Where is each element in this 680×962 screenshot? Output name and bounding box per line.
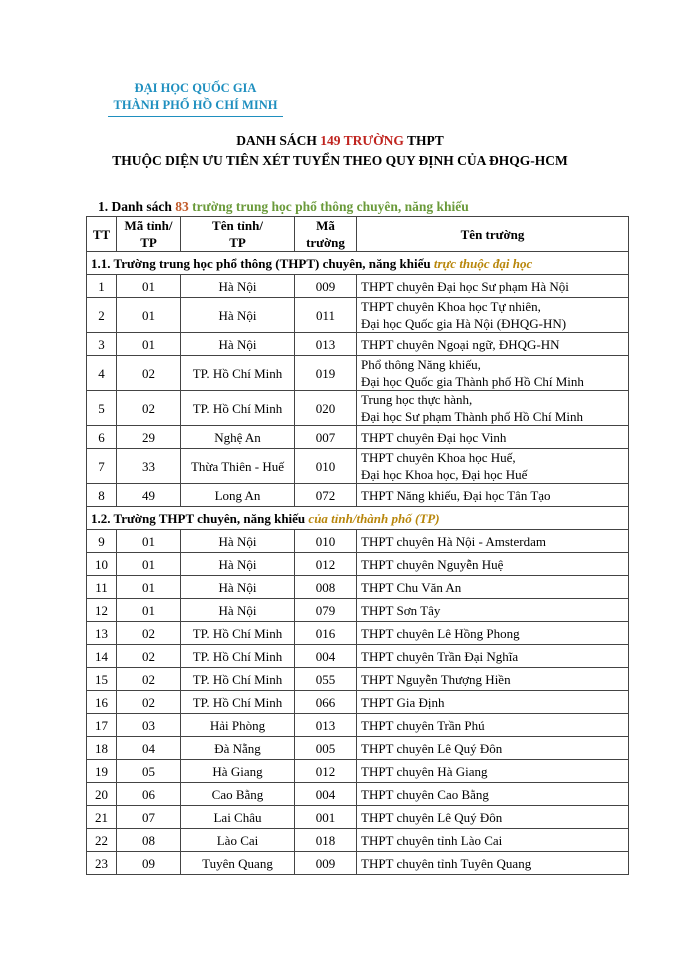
group-1-label	[87, 252, 629, 275]
school-name-line1: THPT chuyên tỉnh Lào Cai	[361, 832, 503, 848]
cell-ten-truong	[357, 668, 629, 691]
cell-ten-tinh: Hà Nội	[181, 576, 295, 599]
group-row-1	[87, 252, 629, 275]
cell-ma-truong: 010	[295, 530, 357, 553]
cell-tt: 6	[87, 426, 117, 449]
cell-tt: 11	[87, 576, 117, 599]
school-name-line2: Đại học Khoa học, Đại học Huế	[361, 467, 528, 482]
cell-ten-truong	[357, 852, 629, 875]
schools-table	[86, 216, 629, 875]
org-line-2: THÀNH PHỐ HỒ CHÍ MINH	[113, 98, 278, 112]
cell-ma-tinh: 02	[117, 645, 181, 668]
cell-ma-tinh: 33	[117, 449, 181, 484]
cell-tt: 23	[87, 852, 117, 875]
school-name-line1: THPT chuyên Hà Giang	[361, 763, 488, 779]
group-2-label	[87, 507, 629, 530]
group-1-text: 1.1. Trường trung học phổ thông (THPT) chuyên, năng khiếu	[91, 255, 434, 271]
cell-ten-truong	[357, 783, 629, 806]
cell-ma-truong: 011	[295, 298, 357, 333]
school-name-line1: Phổ thông Năng khiếu,	[361, 357, 481, 372]
table-row	[87, 645, 629, 668]
table-row	[87, 553, 629, 576]
cell-ten-tinh: TP. Hồ Chí Minh	[181, 391, 295, 426]
header-tt: TT	[87, 217, 117, 252]
cell-ma-tinh: 04	[117, 737, 181, 760]
org-underline	[108, 116, 283, 117]
school-name-line1: THPT chuyên Lê Quý Đôn	[361, 740, 503, 756]
table-row	[87, 760, 629, 783]
cell-ten-tinh: Hà Nội	[181, 275, 295, 298]
table-row	[87, 852, 629, 875]
table-row	[87, 806, 629, 829]
cell-ten-truong	[357, 622, 629, 645]
cell-ten-tinh: Lai Châu	[181, 806, 295, 829]
header-ma-truong-line2: trường	[306, 235, 345, 250]
cell-ten-truong	[357, 599, 629, 622]
cell-ten-truong	[357, 553, 629, 576]
school-name-line1: THPT Sơn Tây	[361, 602, 441, 618]
group-2-text: 1.2. Trường THPT chuyên, năng khiếu	[91, 510, 309, 526]
cell-ma-truong: 013	[295, 333, 357, 356]
cell-ma-tinh: 09	[117, 852, 181, 875]
cell-ma-truong: 004	[295, 645, 357, 668]
cell-ma-tinh: 01	[117, 275, 181, 298]
header-ten-tinh	[181, 217, 295, 252]
school-name-line1: THPT chuyên Hà Nội - Amsterdam	[361, 533, 546, 549]
cell-ten-tinh: Tuyên Quang	[181, 852, 295, 875]
school-name-line1: THPT chuyên Lê Hồng Phong	[361, 625, 520, 641]
cell-ma-tinh: 01	[117, 553, 181, 576]
cell-ma-tinh: 06	[117, 783, 181, 806]
school-name-line1: THPT chuyên Ngoại ngữ, ĐHQG-HN	[361, 336, 560, 352]
cell-tt: 1	[87, 275, 117, 298]
cell-tt: 14	[87, 645, 117, 668]
table-row	[87, 426, 629, 449]
table-row	[87, 275, 629, 298]
cell-tt: 21	[87, 806, 117, 829]
document-title	[0, 133, 680, 149]
cell-ten-tinh: Nghệ An	[181, 426, 295, 449]
cell-ma-truong: 055	[295, 668, 357, 691]
cell-ten-truong	[357, 737, 629, 760]
school-name-line1: THPT chuyên Khoa học Huế,	[361, 450, 516, 465]
table-row	[87, 622, 629, 645]
cell-ten-truong	[357, 806, 629, 829]
cell-ten-tinh: Hà Nội	[181, 530, 295, 553]
cell-ma-truong: 012	[295, 553, 357, 576]
cell-ten-truong	[357, 391, 629, 426]
cell-ten-tinh: Hà Giang	[181, 760, 295, 783]
cell-ma-truong: 010	[295, 449, 357, 484]
cell-tt: 2	[87, 298, 117, 333]
cell-ten-tinh: Long An	[181, 484, 295, 507]
school-name-line1: THPT chuyên Đại học Vinh	[361, 429, 507, 445]
header-ma-tinh-line1: Mã tỉnh/	[124, 218, 173, 233]
school-name-line1: THPT chuyên Lê Quý Đôn	[361, 809, 503, 825]
cell-ma-tinh: 01	[117, 333, 181, 356]
header-ten-tinh-line1: Tên tỉnh/	[212, 218, 263, 233]
cell-tt: 18	[87, 737, 117, 760]
organization-name	[108, 80, 283, 114]
table-header-row	[87, 217, 629, 252]
cell-tt: 9	[87, 530, 117, 553]
cell-ma-truong: 020	[295, 391, 357, 426]
cell-ma-tinh: 02	[117, 668, 181, 691]
table-row	[87, 737, 629, 760]
table-row	[87, 691, 629, 714]
school-name-line1: THPT chuyên Trần Đại Nghĩa	[361, 648, 519, 664]
cell-ma-tinh: 08	[117, 829, 181, 852]
table-row	[87, 783, 629, 806]
table-row	[87, 449, 629, 484]
cell-ma-truong: 016	[295, 622, 357, 645]
cell-ten-truong	[357, 714, 629, 737]
header-ma-tinh-line2: TP	[140, 235, 157, 250]
cell-ma-truong: 066	[295, 691, 357, 714]
cell-ten-tinh: Hà Nội	[181, 298, 295, 333]
cell-tt: 10	[87, 553, 117, 576]
school-name-line1: THPT chuyên tỉnh Tuyên Quang	[361, 855, 532, 871]
cell-ma-truong: 008	[295, 576, 357, 599]
cell-ma-truong: 019	[295, 356, 357, 391]
section-label-prefix: 1. Danh sách	[98, 199, 176, 214]
cell-tt: 22	[87, 829, 117, 852]
table-row	[87, 333, 629, 356]
cell-ten-tinh: TP. Hồ Chí Minh	[181, 645, 295, 668]
cell-ma-truong: 012	[295, 760, 357, 783]
school-name-line1: THPT chuyên Đại học Sư phạm Hà Nội	[361, 278, 569, 294]
school-name-line1: THPT chuyên Trần Phú	[361, 717, 485, 733]
cell-ma-truong: 013	[295, 714, 357, 737]
cell-ma-tinh: 03	[117, 714, 181, 737]
cell-ten-tinh: Hải Phòng	[181, 714, 295, 737]
cell-ten-tinh: Hà Nội	[181, 599, 295, 622]
cell-ten-truong	[357, 829, 629, 852]
table-row	[87, 576, 629, 599]
table-row	[87, 599, 629, 622]
header-ma-truong	[295, 217, 357, 252]
cell-tt: 17	[87, 714, 117, 737]
table-row	[87, 298, 629, 333]
cell-ten-truong	[357, 760, 629, 783]
cell-tt: 15	[87, 668, 117, 691]
cell-ma-tinh: 49	[117, 484, 181, 507]
cell-ten-tinh: TP. Hồ Chí Minh	[181, 668, 295, 691]
cell-tt: 7	[87, 449, 117, 484]
school-name-line2: Đại học Sư phạm Thành phố Hồ Chí Minh	[361, 409, 584, 424]
cell-tt: 5	[87, 391, 117, 426]
cell-ma-tinh: 02	[117, 622, 181, 645]
cell-ma-tinh: 07	[117, 806, 181, 829]
document-subtitle: THUỘC DIỆN ƯU TIÊN XÉT TUYỂN THEO QUY ĐỊNH CỦA ĐHQG-HCM	[112, 153, 568, 168]
cell-ma-truong: 009	[295, 275, 357, 298]
school-name-line2: Đại học Quốc gia Hà Nội (ĐHQG-HN)	[361, 316, 567, 331]
cell-ma-truong: 007	[295, 426, 357, 449]
section-count: 83	[175, 199, 189, 214]
header-ma-truong-line1: Mã	[316, 218, 335, 233]
cell-ten-truong	[357, 484, 629, 507]
table-row	[87, 714, 629, 737]
cell-tt: 12	[87, 599, 117, 622]
school-name-line1: THPT Năng khiếu, Đại học Tân Tạo	[361, 487, 551, 503]
section-label-rest: trường trung học phổ thông chuyên, năng khiếu	[188, 199, 469, 214]
cell-ma-truong: 005	[295, 737, 357, 760]
cell-tt: 19	[87, 760, 117, 783]
group-row-2	[87, 507, 629, 530]
header-ten-truong: Tên trường	[357, 217, 629, 252]
cell-ma-tinh: 29	[117, 426, 181, 449]
cell-ten-truong	[357, 426, 629, 449]
table-row	[87, 391, 629, 426]
cell-tt: 16	[87, 691, 117, 714]
cell-ma-tinh: 01	[117, 599, 181, 622]
cell-ma-truong: 018	[295, 829, 357, 852]
cell-ma-truong: 001	[295, 806, 357, 829]
cell-ma-truong: 079	[295, 599, 357, 622]
school-name-line1: THPT chuyên Cao Bằng	[361, 786, 489, 802]
header-ten-tinh-line2: TP	[229, 235, 246, 250]
cell-ma-tinh: 01	[117, 298, 181, 333]
school-name-line1: Trung học thực hành,	[361, 392, 473, 407]
org-line-1: ĐẠI HỌC QUỐC GIA	[134, 81, 257, 95]
cell-ma-tinh: 02	[117, 356, 181, 391]
table-row	[87, 829, 629, 852]
table-row	[87, 668, 629, 691]
title-suffix: THPT	[403, 133, 444, 148]
title-prefix: DANH SÁCH	[236, 133, 321, 148]
cell-ten-tinh: Hà Nội	[181, 333, 295, 356]
cell-tt: 13	[87, 622, 117, 645]
school-name-line1: THPT Gia Định	[361, 694, 445, 710]
table-row	[87, 484, 629, 507]
cell-tt: 4	[87, 356, 117, 391]
cell-ten-truong	[357, 645, 629, 668]
cell-tt: 3	[87, 333, 117, 356]
cell-tt: 8	[87, 484, 117, 507]
group-2-highlight: của tỉnh/thành phố (TP)	[308, 510, 440, 526]
school-name-line1: THPT Chu Văn An	[361, 579, 462, 595]
table-body	[87, 252, 629, 875]
title-highlight: 149 TRƯỜNG	[320, 133, 404, 148]
group-1-highlight: trực thuộc đại học	[433, 255, 533, 271]
table-row	[87, 356, 629, 391]
school-name-line1: THPT chuyên Nguyễn Huệ	[361, 556, 504, 572]
cell-ten-tinh: TP. Hồ Chí Minh	[181, 622, 295, 645]
cell-ten-truong	[357, 333, 629, 356]
cell-ten-tinh: Đà Nẵng	[181, 737, 295, 760]
school-name-line1: THPT chuyên Khoa học Tự nhiên,	[361, 299, 541, 314]
cell-ten-tinh: Cao Bằng	[181, 783, 295, 806]
header-ma-tinh	[117, 217, 181, 252]
cell-ten-truong	[357, 275, 629, 298]
cell-ten-tinh: TP. Hồ Chí Minh	[181, 356, 295, 391]
cell-ten-truong	[357, 356, 629, 391]
cell-tt: 20	[87, 783, 117, 806]
school-name-line1: THPT Nguyễn Thượng Hiền	[361, 671, 511, 687]
school-name-line2: Đại học Quốc gia Thành phố Hồ Chí Minh	[361, 374, 584, 389]
cell-ten-truong	[357, 691, 629, 714]
cell-ten-tinh: Thừa Thiên - Huế	[181, 449, 295, 484]
cell-ten-tinh: Lào Cai	[181, 829, 295, 852]
cell-ma-tinh: 02	[117, 391, 181, 426]
cell-ma-tinh: 01	[117, 530, 181, 553]
cell-ten-truong	[357, 576, 629, 599]
cell-ten-truong	[357, 449, 629, 484]
cell-ten-tinh: TP. Hồ Chí Minh	[181, 691, 295, 714]
cell-ten-truong	[357, 530, 629, 553]
cell-ma-tinh: 02	[117, 691, 181, 714]
cell-ten-tinh: Hà Nội	[181, 553, 295, 576]
cell-ma-tinh: 01	[117, 576, 181, 599]
cell-ma-truong: 072	[295, 484, 357, 507]
section-heading	[98, 199, 469, 215]
table-row	[87, 530, 629, 553]
cell-ma-truong: 009	[295, 852, 357, 875]
cell-ma-tinh: 05	[117, 760, 181, 783]
cell-ten-truong	[357, 298, 629, 333]
cell-ma-truong: 004	[295, 783, 357, 806]
